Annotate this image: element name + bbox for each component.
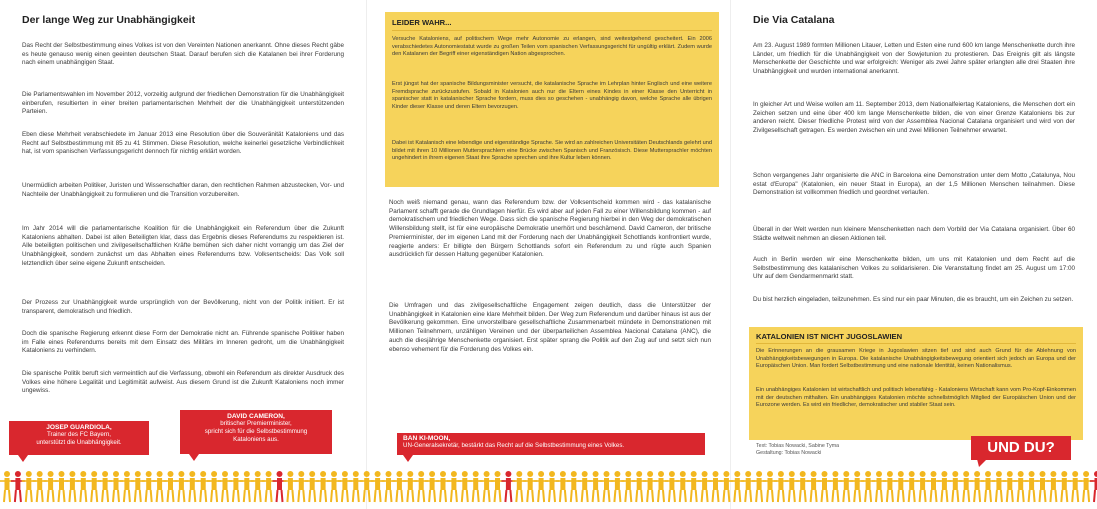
person-icon	[654, 471, 668, 502]
person-icon	[501, 471, 515, 502]
person-icon	[610, 471, 624, 502]
person-icon	[164, 471, 178, 502]
person-icon	[392, 471, 406, 502]
middle-paragraph-1: Noch weiß niemand genau, wann das Referendum bzw. der Volksentscheid kommen wird - das katalanische Parlament schafft gerade die Grundlagen hierfür. Es wird aber auf jeden Fall zu einer Willensbildung kommen - auf demokratischem und friedlichen Wege. Dass sich die spanische Regierung hierbei in den Weg der demokratischen Willensbildung stellt, ist für eine europäische Demokratie unerhört und beschämend. David Cameron, der britische Premierminister, der im eigenen Land mit der Forderung nach der Unabhängigkeit Schottlands konfrontiert wurde, reagierte anders: Er billigte den Bürgern Schottlands sofort ein Referendum zu und rügte auch Spanien ausdrücklich für dessen Haltung gegenüber Katalonien.	[389, 199, 711, 259]
person-icon	[316, 471, 330, 502]
person-icon	[480, 471, 494, 502]
person-icon	[109, 471, 123, 502]
ban-ki-moon-statement: UN-Generalsekretär, bestärkt das Recht auf die Selbstbestimmung eines Volkes.	[403, 442, 625, 449]
person-icon	[458, 471, 472, 502]
jugoslawien-paragraph-2: Ein unabhängiges Katalonien ist wirtschaftlich und politisch lebensfähig - Kataloniens Wirtschaft kann vom Pro-Kopf-Einkommen mit der deutschen mithalten. Ein unabhängiges Katalonien möchte schnellstmöglich Mitglied der Europäischen Union und der Eurozone werden. Es wird ein friedlicher, demokratischer und stabiler Staat sein.	[756, 387, 1076, 409]
person-icon	[839, 471, 853, 502]
person-icon	[981, 471, 995, 502]
right-column	[731, 0, 1097, 509]
person-icon	[774, 471, 788, 502]
person-icon	[687, 471, 701, 502]
person-icon	[970, 471, 984, 502]
leider-wahr-paragraph-1: Versuche Kataloniens, auf politischem Wege mehr Autonomie zu erlangen, sind weitestgehend gescheitert. Ein 2006 verabschiedetes Autonomiestatut wurde zu großen Teilen vom spanischen Verfassungsgericht für ungültig erklärt. Zudem wurde den Katalanen der Begriff einer eigenständigen Nation abgesprochen.	[392, 36, 712, 58]
person-icon	[578, 471, 592, 502]
person-icon	[251, 471, 265, 502]
person-icon	[905, 471, 919, 502]
person-icon	[1090, 471, 1097, 502]
person-icon	[403, 471, 417, 502]
person-icon	[861, 471, 875, 502]
person-icon	[349, 471, 363, 502]
person-icon	[327, 471, 341, 502]
person-icon	[709, 471, 723, 502]
person-icon	[807, 471, 821, 502]
person-icon	[1014, 471, 1028, 502]
left-paragraph-4: Unermüdlich arbeiten Politiker, Juristen und Wissenschaftler daran, den rechtlichen Rahmen abzustecken, Vor- und Nachteile der Unabhängigkeit zu formulieren und die Transition vorzubereiten.	[22, 182, 344, 198]
person-icon	[676, 471, 690, 502]
person-icon	[556, 471, 570, 502]
person-icon	[283, 471, 297, 502]
person-icon	[698, 471, 712, 502]
person-icon	[752, 471, 766, 502]
person-icon	[218, 471, 232, 502]
person-icon	[643, 471, 657, 502]
person-icon	[763, 471, 777, 502]
jugoslawien-heading: KATALONIEN IST NICHT JUGOSLAWIEN	[756, 332, 903, 341]
person-icon	[33, 471, 47, 502]
person-icon	[185, 471, 199, 502]
person-icon	[894, 471, 908, 502]
left-paragraph-7: Doch die spanische Regierung erkennt diese Form der Demokratie nicht an. Führende spanische Politiker haben im Falle eines Referendums bereits mit dem Einsatz des Militärs im Inneren gedroht, um die Unabhängigkeit Kataloniens zu verhindern.	[22, 330, 344, 355]
left-paragraph-8: Die spanische Politik beruft sich vermeintlich auf die Verfassung, obwohl ein Referendum als direkter Ausdruck des Volkes eine höhere Legalität und Legitimität aufweist. Aus diesem Grund ist die Zukunft Kataloniens noch immer ungewiss.	[22, 370, 344, 395]
person-icon	[589, 471, 603, 502]
left-paragraph-3: Eben diese Mehrheit verabschiedete im Januar 2013 eine Resolution über die Souveränität Kataloniens und das Recht auf Selbstbestimmung mit 85 zu 41 Stimmen. Diese Resolution, welche keinerlei gesetzliche Verbindlichkeit hat, ist vom spanischen Verfassungsgericht dennoch für nichtig erklärt worden.	[22, 131, 344, 156]
person-icon	[796, 471, 810, 502]
und-du-badge: UND DU?	[971, 436, 1071, 460]
person-icon	[534, 471, 548, 502]
right-paragraph-6: Du bist herzlich eingeladen, teilzunehmen. Es sind nur ein paar Minuten, die es braucht, um ein Zeichen zu setzen.	[753, 296, 1074, 303]
person-icon	[76, 471, 90, 502]
person-icon	[55, 471, 69, 502]
person-icon	[828, 471, 842, 502]
person-icon	[872, 471, 886, 502]
person-icon	[719, 471, 733, 502]
jugoslawien-paragraph-1: Die Erinnerungen an die grausamen Kriege in Jugoslawien sitzen tief und sind auch Grund für die Ablehnung von Unabhängigkeitsbewegungen in Europa. Die katalanische Unabhängigkeitsbewegung orientiert sich jedoch an Europa und der Europäischen Union. Man fordert Selbstbestimmung und eine nationale Identität, keinen Nationalismus.	[756, 348, 1076, 370]
person-icon	[927, 471, 941, 502]
left-paragraph-1: Das Recht der Selbstbestimmung eines Volkes ist von den Vereinten Nationen anerkannt. Ohne dieses Recht gäbe es heute genauso wenig einen geeinten deutschen Staat. Darauf berufen sich die Katalanen bei ihrer Forderung nach einem unabhängigen Staat.	[22, 42, 344, 67]
leider-wahr-paragraph-3: Dabei ist Katalanisch eine lebendige und eigenständige Sprache. Sie wird an zahlreichen Universitäten Deutschlands gelehrt und bildet mit ihren 10 Millionen Muttersprachlern eine Brücke zwischen Spanisch und Französisch. Diese Muttersprachler möchten ungehindert in ihrem eigenen Staat ihre Sprache sprechen und ihre Kultur leben können.	[392, 140, 712, 162]
cameron-role: britischer Premierminister,	[220, 420, 292, 427]
ban-ki-moon-name: BAN KI-MOON,	[403, 435, 451, 442]
person-icon	[948, 471, 962, 502]
left-paragraph-2: Die Parlamentswahlen im November 2012, vorzeitig aufgrund der friedlichen Demonstration für die Unabhängigkeit einberufen, resultierten in einer breiten parlamentarischen Mehrheit der die Unabhängigkeit unterstützenden Parteien.	[22, 91, 344, 116]
leider-wahr-divider	[392, 30, 712, 31]
person-icon	[120, 471, 134, 502]
person-icon	[1057, 471, 1071, 502]
person-icon	[545, 471, 559, 502]
right-paragraph-5: Auch in Berlin werden wir eine Menschenkette bilden, um uns mit Katalonien und dem Recht auf die Selbstbestimmung des katalanischen Volkes zu solidarisieren. Die Veranstaltung findet am 25. August um 17:00 Uhr auf dem Gendarmenmarkt statt.	[753, 256, 1075, 281]
person-icon	[65, 471, 79, 502]
person-icon	[305, 471, 319, 502]
person-icon	[1068, 471, 1082, 502]
person-icon	[491, 471, 505, 502]
right-paragraph-4: Überall in der Welt werden nun kleinere Menschenketten nach dem Vorbild der Via Catalana organisiert. Über 60 Städte weltweit nehmen an diesen Aktionen teil.	[753, 226, 1075, 242]
person-icon	[273, 471, 287, 502]
person-icon	[0, 471, 14, 502]
person-icon	[174, 471, 188, 502]
middle-paragraph-2: Die Umfragen und das zivilgesellschaftliche Engagement zeigen deutlich, dass die Unterstützer der Unabhängigkeit in Katalonien eine klare Mehrheit bilden. Der Weg zum Referendum und darüber hinaus ist aus der Bevölkerung gekommen. Eine unvorstellbare gesellschaftliche Zusammenarbeit mündete in Demonstrationen mit Millionen Teilnehmern, unzähligen Vereinen und der überparteilichen Assemblea Nacional Catalana (ANC), die auch die diesjährige Menschenkette organisiert. Erst später sprang die Politik auf den Zug auf und setzt sich nun ebenso vehement für die Forderung des Volkes ein.	[389, 302, 711, 353]
left-paragraph-6: Der Prozess zur Unabhängigkeit wurde ursprünglich von der Bevölkerung, nicht von der Politik initiiert. Er ist transparent, demokratisch und friedlich.	[22, 299, 344, 315]
person-icon	[207, 471, 221, 502]
person-icon	[730, 471, 744, 502]
person-icon	[1036, 471, 1050, 502]
person-icon	[469, 471, 483, 502]
cameron-name: DAVID CAMERON,	[227, 413, 285, 420]
person-icon	[916, 471, 930, 502]
person-icon	[632, 471, 646, 502]
person-icon	[436, 471, 450, 502]
guardiola-statement: unterstützt die Unabhängigkeit.	[36, 439, 122, 446]
person-icon	[360, 471, 374, 502]
human-chain	[0, 460, 1097, 509]
person-icon	[959, 471, 973, 502]
credits	[756, 443, 839, 457]
guardiola-callout	[9, 421, 149, 455]
person-icon	[131, 471, 145, 502]
credits-design: Gestaltung: Tobias Nowacki	[756, 450, 822, 457]
person-icon	[371, 471, 385, 502]
person-icon	[44, 471, 58, 502]
person-icon	[229, 471, 243, 502]
right-heading: Die Via Catalana	[753, 14, 835, 26]
person-icon	[338, 471, 352, 502]
person-icon	[1046, 471, 1060, 502]
person-icon	[196, 471, 210, 502]
right-paragraph-3: Schon vergangenes Jahr organisierte die ANC in Barcelona eine Demonstration unter dem Motto „Catalunya, Nou estat d'Europa" (Katalonien, ein neuer Staat in Europa), an der 1,5 Millionen Menschen teilnahmen. Diese Demonstration ist vollkommen friedlich und geordnet verlaufen.	[753, 172, 1075, 197]
left-heading: Der lange Weg zur Unabhängigkeit	[22, 14, 196, 26]
person-icon	[785, 471, 799, 502]
person-icon	[87, 471, 101, 502]
ban-ki-moon-callout	[397, 433, 705, 455]
person-icon	[850, 471, 864, 502]
person-icon	[240, 471, 254, 502]
cameron-statement-2: Kataloniens aus.	[233, 436, 279, 443]
person-icon	[665, 471, 679, 502]
person-icon	[1025, 471, 1039, 502]
person-icon	[1003, 471, 1017, 502]
person-icon	[98, 471, 112, 502]
leider-wahr-paragraph-2: Erst jüngst hat der spanische Bildungsminister versucht, die katalanische Sprache im Lehrplan hinter Englisch und eine weitere Fremdsprache zurückzustufen. Sobald in Katalonien auch nur die Eltern eines Kindes in einer Klasse den Unterricht in spanischer statt in katalanischer Sprache fordern, muss dies so geschehen - unabhängig davon, welche Sprache alle übrigen Kinder dieser Klasse und deren Eltern bevorzugen.	[392, 81, 712, 110]
guardiola-name: JOSEP GUARDIOLA,	[46, 424, 112, 431]
jugoslawien-box	[749, 327, 1083, 440]
person-icon	[512, 471, 526, 502]
leider-wahr-heading: LEIDER WAHR...	[392, 18, 452, 27]
person-icon	[447, 471, 461, 502]
person-icon	[523, 471, 537, 502]
person-icon	[142, 471, 156, 502]
cameron-callout	[180, 410, 332, 454]
person-icon	[11, 471, 25, 502]
left-paragraph-5: Im Jahr 2014 will die parlamentarische Koalition für die Unabhängigkeit ein Referendum über die Zukunft Kataloniens abhalten. Dabei ist allen Beteiligten klar, dass das Ergebnis dieses Referendums zu respektieren ist. Alle beteiligten politischen und zivilgesellschaftlichen Kräfte bemühen sich daher nicht vorrangig um das Ziel der Unabhängigkeit, sondern zunächst um das Abhalten eines Referendums bzw. Volksentscheids: Das Volk soll letztendlich über seine eigene Zukunft entscheiden.	[22, 225, 344, 267]
person-icon	[600, 471, 614, 502]
person-icon	[741, 471, 755, 502]
person-icon	[414, 471, 428, 502]
credits-text: Text: Tobias Nowacki, Sabine Tyma	[756, 443, 840, 449]
person-icon	[818, 471, 832, 502]
left-column	[0, 0, 366, 509]
guardiola-role: Trainer des FC Bayern,	[46, 431, 112, 438]
person-icon	[153, 471, 167, 502]
right-paragraph-2: In gleicher Art und Weise wollen am 11. September 2013, dem Nationalfeiertag Kataloniens, die Menschen dort ein Zeichen setzen und eine über 400 km lange Menschenkette bilden, die von einer Grenze Kataloniens bis zur anderen reicht. Dieser friedliche Protest wird von der Assemblea Nacional Catalana organisiert und wird von der Zivilgesellschaft getragen. Es werden zwischen ein und zwei Millionen Teilnehmer erwartet.	[753, 101, 1075, 135]
cameron-statement-1: spricht sich für die Selbstbestimmung	[204, 428, 308, 435]
person-icon	[937, 471, 951, 502]
person-icon	[425, 471, 439, 502]
person-icon	[567, 471, 581, 502]
person-icon	[992, 471, 1006, 502]
jugoslawien-divider	[756, 343, 1076, 344]
person-icon	[1079, 471, 1093, 502]
right-paragraph-1: Am 23. August 1989 formten Millionen Litauer, Letten und Esten eine rund 600 km lange Menschenkette durch ihre Länder, um friedlich für die Unabhängigkeit von der Sowjetunion zu protestieren. Das Ereignis gilt als längste Menschenkette der Geschichte und war erfolgreich: Weniger als zwei Jahre später erlangten alle drei Staaten ihre Unabhängigkeit und wurden international anerkannt.	[753, 42, 1075, 76]
middle-column	[366, 0, 731, 509]
person-icon	[294, 471, 308, 502]
person-icon	[22, 471, 36, 502]
person-icon	[262, 471, 276, 502]
person-icon	[382, 471, 396, 502]
leider-wahr-box	[385, 12, 719, 187]
person-icon	[883, 471, 897, 502]
person-icon	[621, 471, 635, 502]
